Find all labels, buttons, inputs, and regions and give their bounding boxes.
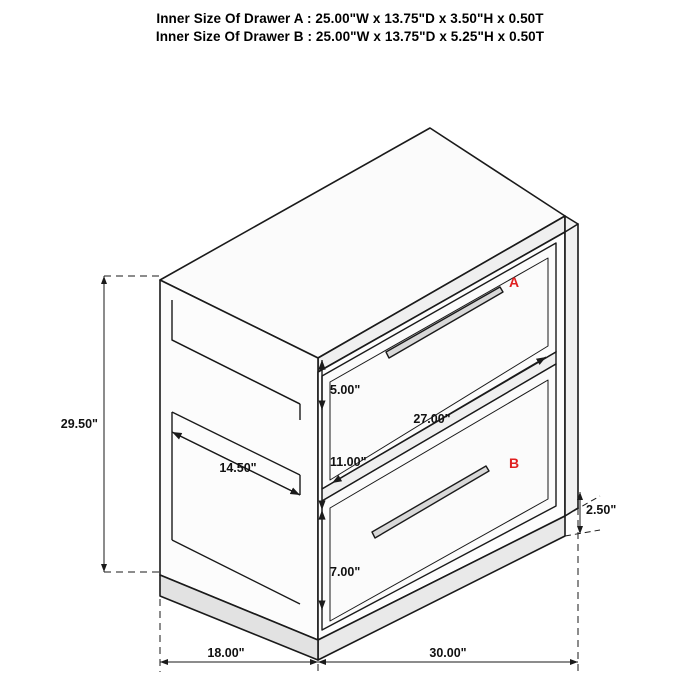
dim-drawer-b-height-text: 7.00" — [330, 565, 361, 579]
dim-base-height-text: 2.50" — [586, 503, 617, 517]
dim-mid-height-text: 11.00" — [330, 455, 367, 469]
ext-line-base-bottom — [565, 530, 600, 536]
dim-depth-text: 18.00" — [207, 646, 245, 660]
drawer-a-label: A — [508, 274, 520, 290]
dim-total-height — [104, 276, 160, 572]
dim-width-text: 30.00" — [429, 646, 467, 660]
drawer-b-label: B — [508, 455, 520, 471]
drawer-a-note: Inner Size Of Drawer A : 25.00"W x 13.75"D x 3.50"H x 0.50T — [156, 11, 544, 26]
dim-drawer-a-height-text: 5.00" — [330, 383, 361, 397]
dim-inner-depth-text: 14.50" — [219, 461, 257, 475]
cabinet-right-edge — [565, 216, 578, 516]
dim-total-height-text: 29.50" — [60, 417, 98, 431]
drawer-b-note: Inner Size Of Drawer B : 25.00"W x 13.75"D x 5.25"H x 0.50T — [155, 29, 545, 44]
dim-inner-width-text: 27.00" — [413, 412, 451, 426]
